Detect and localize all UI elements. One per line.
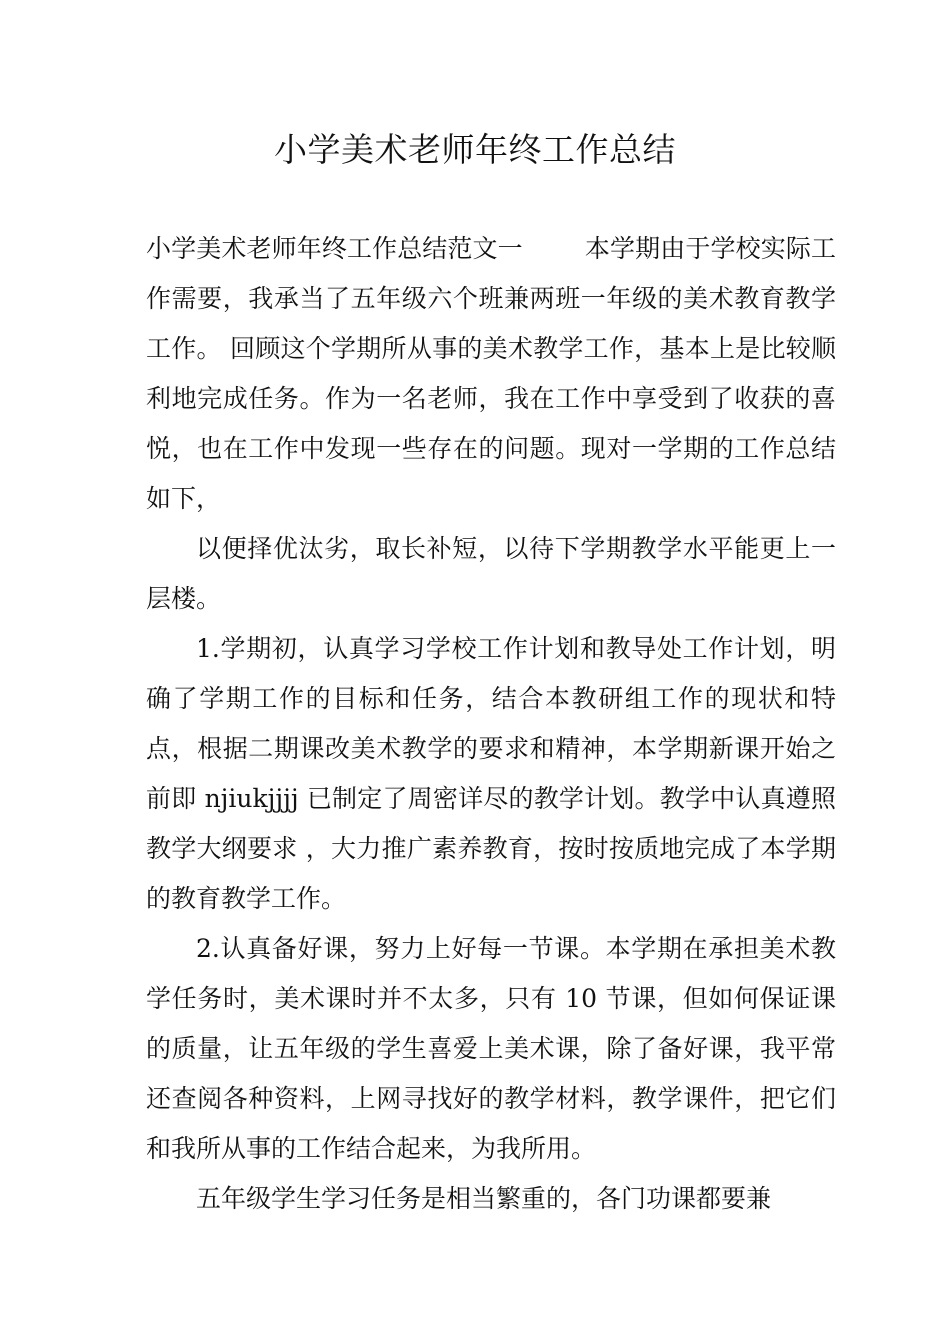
- paragraph-intro: [146, 224, 836, 524]
- paragraph-3: 1.学期初，认真学习学校工作计划和教导处工作计划，明确了学期工作的目标和任务，结合本教研组工作的现状和特点，根据二期课改美术教学的要求和精神，本学期新课开始之前即 njiukjjjj 已制定了周密详尽的教学计划。教学中认真遵照教学大纲要求 ，大力推广素养教育，按时按质地完成了本学期的教育教学工作。: [146, 634, 836, 913]
- paragraph-lead: 小学美术老师年终工作总结范文一: [146, 234, 523, 263]
- paragraph-text: 本学期由于学校实际工作需要，我承当了五年级六个班兼两班一年级的美术教育教学工作。 回顾这个学期所从事的美术教学工作，基本上是比较顺利地完成任务。作为一名老师，我在工作中享受到了收获的喜悦，也在工作中发现一些存在的问题。现对一学期的工作总结如下，: [146, 234, 836, 513]
- paragraph-4: 2.认真备好课，努力上好每一节课。本学期在承担美术教学任务时，美术课时并不太多，只有 10 节课，但如何保证课的质量，让五年级的学生喜爱上美术课，除了备好课，我平常还查阅各种资料，上网寻找好的教学材料，教学课件，把它们和我所从事的工作结合起来，为我所用。: [146, 934, 836, 1163]
- paragraph-2: 以便择优汰劣，取长补短，以待下学期教学水平能更上一层楼。: [146, 534, 836, 613]
- document-body: [146, 224, 836, 1224]
- paragraph-5: 五年级学生学习任务是相当繁重的，各门功课都要兼: [196, 1184, 772, 1213]
- document-title: 小学美术老师年终工作总结: [274, 130, 676, 169]
